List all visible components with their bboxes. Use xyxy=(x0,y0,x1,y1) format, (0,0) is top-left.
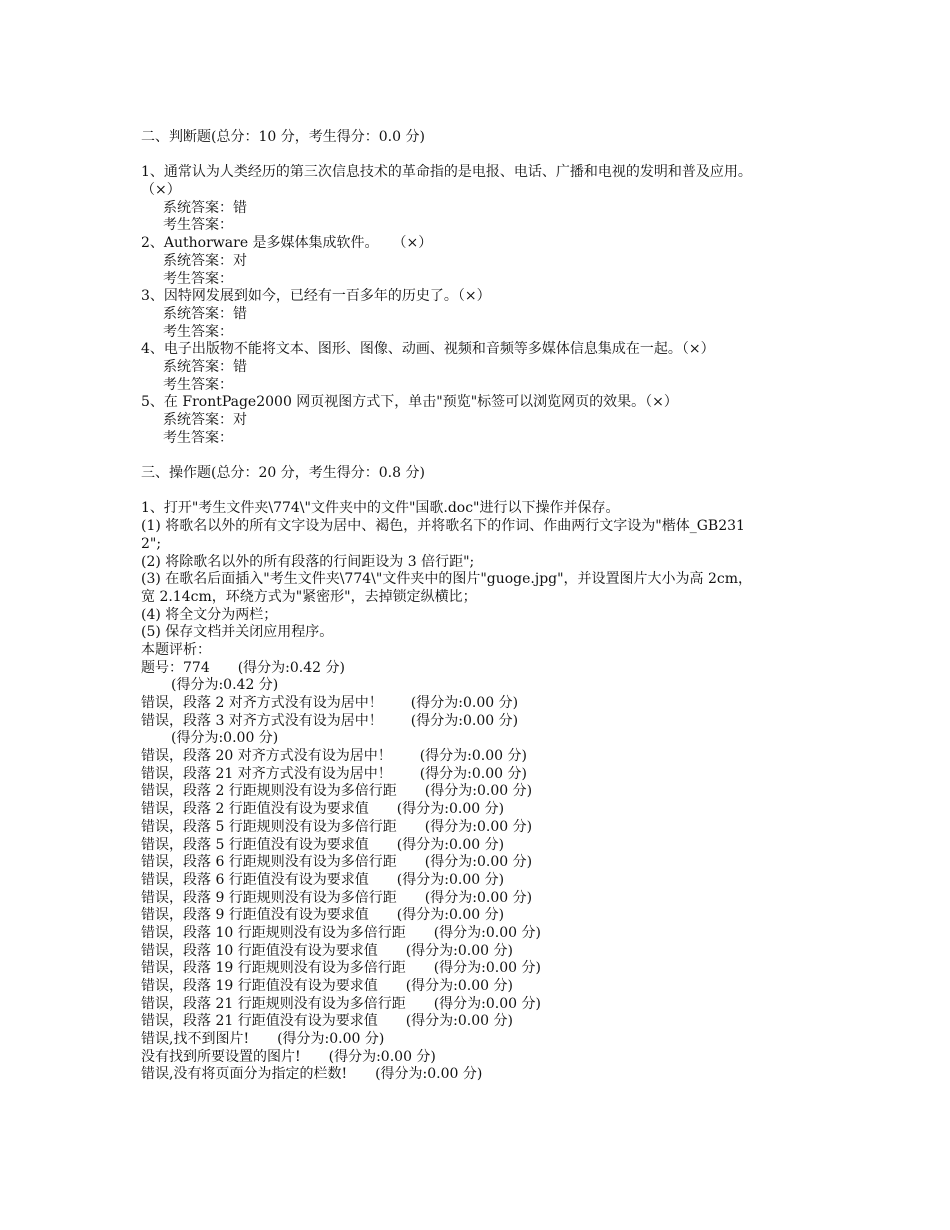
evaluation-line: 没有找到所要设置的图片! (得分为:0.00 分) xyxy=(141,1048,436,1065)
evaluation-line: 错误，段落 21 行距值没有设为要求值 (得分为:0.00 分) xyxy=(141,1013,513,1030)
spacer xyxy=(141,447,831,465)
question-text: 4、电子出版物不能将文本、图形、图像、动画、视频和音频等多媒体信息集成在一起。（×） xyxy=(141,341,715,358)
student-answer: 考生答案： xyxy=(163,270,233,287)
task-line: (3) 在歌名后面插入"考生文件夹\774\"文件夹中的图片"guoge.jpg"，并设置图片大小为高 2cm， xyxy=(141,571,753,588)
evaluation-list xyxy=(141,677,831,1084)
system-answer: 系统答案：错 xyxy=(163,358,247,375)
evaluation-line: 错误，段落 3 对齐方式没有设为居中！ (得分为:0.00 分) xyxy=(141,712,519,729)
exam-document xyxy=(141,129,831,1084)
student-answer: 考生答案： xyxy=(163,376,233,393)
student-answer: 考生答案： xyxy=(163,429,233,446)
evaluation-line: 错误，段落 10 行距规则没有设为多倍行距 (得分为:0.00 分) xyxy=(141,924,541,941)
evaluation-line: (得分为:0.00 分) xyxy=(171,730,279,747)
task-line: (1) 将歌名以外的所有文字设为居中、褐色，并将歌名下的作词、作曲两行文字设为"楷体_GB231 xyxy=(141,518,745,535)
evaluation-line: 错误，段落 19 行距值没有设为要求值 (得分为:0.00 分) xyxy=(141,978,513,994)
task-line: 1、打开"考生文件夹\774\"文件夹中的文件"国歌.doc"进行以下操作并保存。 xyxy=(141,500,620,517)
task-line: 宽 2.14cm，环绕方式为"紧密形"，去掉锁定纵横比； xyxy=(141,588,477,605)
judge-item-3 xyxy=(141,288,831,341)
operation-task xyxy=(141,500,831,677)
question-text: 2、Authorware 是多媒体集成软件。 （×） xyxy=(141,235,433,252)
evaluation-line: 错误，段落 9 行距规则没有设为多倍行距 (得分为:0.00 分) xyxy=(141,889,533,906)
task-line: 2"; xyxy=(141,535,162,552)
student-answer: 考生答案： xyxy=(163,217,233,234)
question-text: 5、在 FrontPage2000 网页视图方式下，单击"预览"标签可以浏览网页的效果。（×） xyxy=(141,394,678,411)
judge-item-1 xyxy=(141,164,831,235)
evaluation-line: 错误，段落 6 行距规则没有设为多倍行距 (得分为:0.00 分) xyxy=(141,854,533,871)
judge-item-5 xyxy=(141,394,831,447)
task-line: (2) 将除歌名以外的所有段落的行间距设为 3 倍行距"; xyxy=(141,553,475,570)
task-line: (5) 保存文档并关闭应用程序。 xyxy=(141,624,334,641)
evaluation-line: (得分为:0.42 分) xyxy=(171,677,279,694)
evaluation-line: 错误，段落 5 行距规则没有设为多倍行距 (得分为:0.00 分) xyxy=(141,818,533,835)
evaluation-line: 错误，段落 6 行距值没有设为要求值 (得分为:0.00 分) xyxy=(141,871,505,888)
question-text: 1、通常认为人类经历的第三次信息技术的革命指的是电报、电话、广播和电视的发明和普及应用。 xyxy=(141,164,752,181)
judge-item-4 xyxy=(141,341,831,394)
spacer xyxy=(141,147,831,165)
evaluation-line: 错误,找不到图片! (得分为:0.00 分) xyxy=(141,1031,385,1048)
evaluation-line: 错误，段落 2 行距规则没有设为多倍行距 (得分为:0.00 分) xyxy=(141,783,533,800)
spacer xyxy=(141,483,831,501)
evaluation-line: 错误，段落 5 行距值没有设为要求值 (得分为:0.00 分) xyxy=(141,836,505,853)
question-mark: （×） xyxy=(141,182,181,199)
evaluation-line: 错误，段落 20 对齐方式没有设为居中！ (得分为:0.00 分) xyxy=(141,748,527,765)
evaluation-line: 错误，段落 21 行距规则没有设为多倍行距 (得分为:0.00 分) xyxy=(141,995,541,1012)
evaluation-line: 错误，段落 2 行距值没有设为要求值 (得分为:0.00 分) xyxy=(141,801,505,818)
evaluation-line: 错误，段落 19 行距规则没有设为多倍行距 (得分为:0.00 分) xyxy=(141,960,541,977)
evaluation-line: 错误，段落 21 对齐方式没有设为居中！ (得分为:0.00 分) xyxy=(141,765,527,782)
task-line: (4) 将全文分为两栏； xyxy=(141,606,278,623)
evaluation-line: 错误，段落 10 行距值没有设为要求值 (得分为:0.00 分) xyxy=(141,942,513,959)
evaluation-line: 错误,没有将页面分为指定的栏数! (得分为:0.00 分) xyxy=(141,1066,483,1083)
system-answer: 系统答案：对 xyxy=(163,252,247,269)
judge-item-2 xyxy=(141,235,831,288)
system-answer: 系统答案：错 xyxy=(163,199,247,216)
question-number-score: 题号：774 (得分为:0.42 分) xyxy=(141,659,345,676)
analysis-label: 本题评析： xyxy=(141,641,211,658)
question-text: 3、因特网发展到如今，已经有一百多年的历史了。（×） xyxy=(141,288,491,305)
evaluation-line: 错误，段落 9 行距值没有设为要求值 (得分为:0.00 分) xyxy=(141,907,505,924)
system-answer: 系统答案：错 xyxy=(163,305,247,322)
system-answer: 系统答案：对 xyxy=(163,412,247,428)
judge-section-header: 二、判断题(总分：10 分，考生得分：0.0 分) xyxy=(141,129,425,145)
evaluation-line: 错误，段落 2 对齐方式没有设为居中！ (得分为:0.00 分) xyxy=(141,695,519,711)
operation-section-header: 三、操作题(总分：20 分，考生得分：0.8 分) xyxy=(141,465,425,482)
student-answer: 考生答案： xyxy=(163,323,233,340)
